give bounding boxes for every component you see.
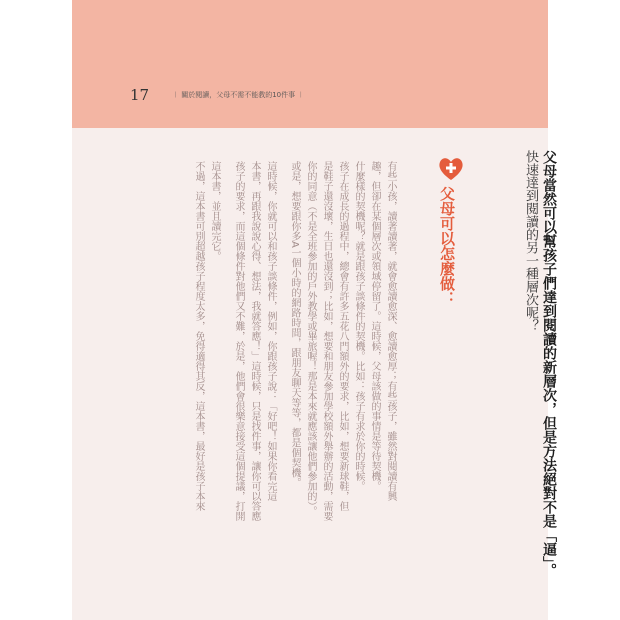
- body-column: 是鞋子還沒壞，生日也還沒到；比如，想要和朋友參加學校額外舉辦的活動，需要: [321, 161, 332, 521]
- body-column: 這本書，並且讀完它。: [209, 161, 220, 261]
- body-column: 不過，這本書可別超越孩子程度太多，免得適得其反，這本書，最好是孩子本來: [193, 161, 204, 511]
- body-column: 本書，再跟我說說心得、想法，我就答應！」這時候，只是找件事，讓你可以答應: [249, 161, 260, 521]
- lead-question: 快速達到閱讀的另一種層次呢？: [523, 150, 538, 332]
- lead-answer: 父母當然可以幫孩子們達到閱讀的新層次，但是方法絕對不是「逼」。: [541, 150, 557, 577]
- body-column: 有些小孩，讀著讀著，就會愈讀愈深、愈讀愈厚；有些孩子，雖然對閱讀有興: [385, 161, 396, 501]
- section-heading: 父母可以怎麼做：: [438, 186, 456, 306]
- body-column: 這時候，你就可以和孩子談條件，例如，你跟孩子說：「好吧！如果你看完這: [265, 161, 276, 501]
- body-column: 你的同意（不是全班參加的戶外教學或畢旅喔！那是本來就應該讓他們參加的）。: [305, 161, 316, 516]
- heart-plus-icon: [437, 155, 465, 183]
- header-band: [72, 0, 548, 128]
- running-head: ︱ 關於閱讀，父母不需不能教的10件事 ︱: [172, 91, 305, 99]
- body-column: 或是，想要跟你多A一個小時的網路時間，跟朋友聊天等等，都是個契機。: [289, 161, 300, 488]
- page-number: 17: [130, 86, 150, 104]
- body-column: 孩子的要求，而這個條件對他們又不難，於是，他們會很樂意接受這個提議，打開: [233, 161, 244, 521]
- body-column: 趣，但卻在某個層次或領域停留了。這時候，父母該做的事情是等待契機。: [369, 161, 380, 491]
- body-column: 孩子在成長的過程中，總會有許多五花八門額外的要求，比如，想要新球鞋，但: [337, 161, 348, 511]
- body-column: 什麼樣的契機呢？就是跟孩子談條件的契機。比如：孩子有求於你的時候。: [353, 161, 364, 491]
